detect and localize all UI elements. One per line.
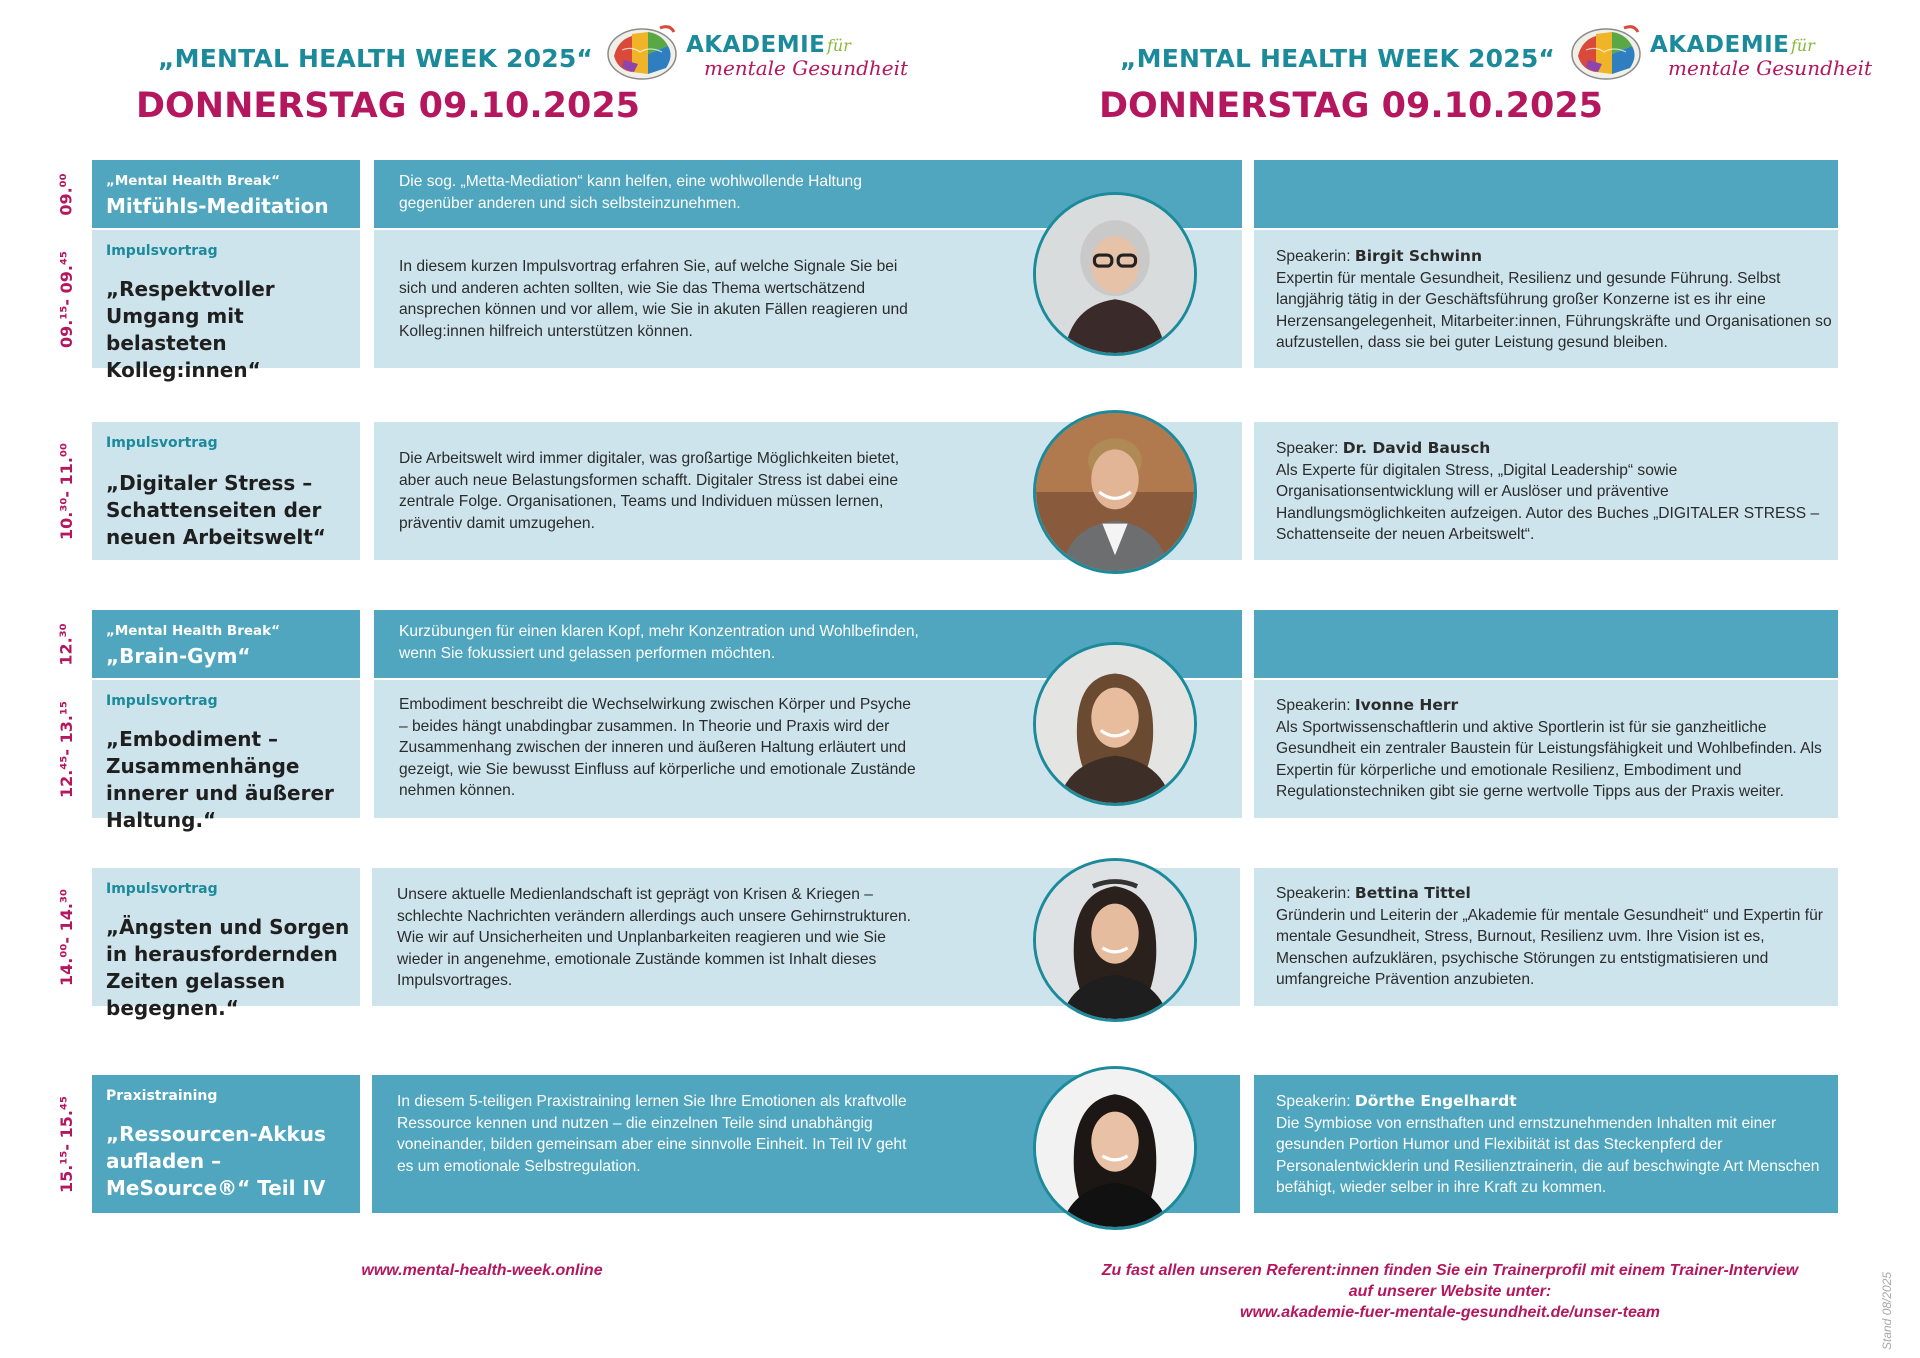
session-title-box	[92, 1075, 360, 1213]
session-kicker: Impulsvortrag	[106, 881, 218, 897]
break-kicker: „Mental Health Break“	[106, 173, 280, 189]
session-kicker: Impulsvortrag	[106, 693, 218, 709]
speaker-photo	[1033, 192, 1197, 356]
speaker-name: Dörthe Engelhardt	[1354, 1092, 1517, 1110]
speaker-role: Speakerin:	[1276, 1093, 1351, 1110]
speaker-portrait-icon	[1036, 861, 1194, 1019]
session-time-text: 10.³⁰- 11.⁰⁰	[56, 442, 76, 540]
footer-trainer-note	[1050, 1260, 1850, 1323]
logo-fuer-text: für	[827, 36, 851, 55]
speaker-info	[1276, 438, 1836, 546]
speaker-portrait-icon	[1036, 1069, 1194, 1227]
session-title: „Ängsten und Sorgen in herausfordernden Zeiten gelassen begegnen.“	[106, 915, 350, 1020]
session-description: Unsere aktuelle Medienlandschaft ist geprägt von Krisen & Kriegen – schlechte Nachrichten verändern allerdings auch unsere Gehirnstrukturen. Wie wir auf Unsicherheiten und Unplanbarkeiten reagieren und wie Sie wieder in angenehme, emotionale Zustände kommen ist Inhalt dieses Impulsvortrages.	[397, 886, 912, 989]
break-kicker: „Mental Health Break“	[106, 623, 280, 639]
speaker-bio: Als Sportwissenschaftlerin und aktive Sportlerin ist für sie ganzheitliche Gesundheit ein zentraler Baustein für Leistungsfähigkeit und Wohlbefinden. Als Expertin für körperliche und emotionale Resilienz, Embodiment und Regulationstechniken gibt sie gerne wertvolle Tipps aus der Praxis weiter.	[1276, 718, 1822, 800]
speaker-portrait-icon	[1036, 195, 1194, 353]
header-date-right: DONNERSTAG 09.10.2025	[1099, 86, 1604, 126]
speaker-info	[1276, 695, 1836, 803]
logo-akademie-text: AKADEMIE	[686, 32, 826, 58]
speaker-name: Bettina Tittel	[1354, 884, 1471, 902]
stand-date: Stand 08/2025	[1880, 1271, 1894, 1350]
speaker-bio: Expertin für mentale Gesundheit, Resilienz und gesunde Führung. Selbst langjährig tätig in der Geschäftsführung großer Konzerne ist es ihr eine Herzensangelegenheit, Mitarbeiter:innen, Führungskräfte und Organisationen so aufzustellen, dass sie bei guter Leistung gesund bleiben.	[1276, 269, 1832, 351]
logo-mental-text: mentale Gesundheit	[1668, 56, 1873, 80]
session-time-label	[46, 680, 86, 818]
session-time-label	[46, 1075, 86, 1213]
speaker-bio: Als Experte für digitalen Stress, „Digital Leadership“ sowie Organisationsentwicklung will er Auslöser und präventive Handlungsmöglichkeiten aufzeigen. Autor des Buches „DIGITALER STRESS – Schattenseite der neuen Arbeitswelt“.	[1276, 461, 1820, 543]
break-description: Die sog. „Metta-Mediation“ kann helfen, eine wohlwollende Haltung gegenüber anderen und sich selbsteinzunehmen.	[399, 173, 862, 212]
speaker-name: Birgit Schwinn	[1354, 247, 1482, 265]
speaker-header-box	[1254, 160, 1838, 228]
session-time-text: 14.⁰⁰- 14.³⁰	[56, 888, 76, 986]
session-time-label	[46, 422, 86, 560]
break-description: Kurzübungen für einen klaren Kopf, mehr Konzentration und Wohlbefinden, wenn Sie fokussiert und gelassen performen möchten.	[399, 623, 919, 662]
break-time-text: 12.³⁰	[56, 622, 76, 666]
logo-mental-text: mentale Gesundheit	[704, 56, 909, 80]
footer-note-line1: Zu fast allen unseren Referent:innen finden Sie ein Trainerprofil mit einem Trainer-Interview	[1101, 1262, 1799, 1279]
break-title: Mitfühls-Meditation	[106, 194, 329, 218]
speaker-info	[1276, 246, 1836, 354]
brain-logo-icon	[604, 20, 682, 84]
speaker-photo	[1033, 642, 1197, 806]
session-title: „Respektvoller Umgang mit belasteten Kolleg:innen“	[106, 277, 275, 382]
session-description: Embodiment beschreibt die Wechselwirkung zwischen Körper und Psyche – beides hängt unabdingbar zusammen. In Theorie und Praxis wird der Zusammenhang zwischen der inneren und äußeren Haltung erläutert und gezeigt, wie Sie bewusst Einfluss auf körperliche und emotionale Zustände nehmen können.	[399, 696, 916, 799]
break-title-box	[92, 610, 360, 678]
speaker-box	[1254, 868, 1838, 1006]
session-kicker: Praxistraining	[106, 1088, 218, 1104]
session-title: „Digitaler Stress – Schattenseiten der neuen Arbeitswelt“	[106, 471, 326, 549]
session-time-text: 15.¹⁵- 15.⁴⁵	[56, 1095, 76, 1193]
speaker-role: Speakerin:	[1276, 885, 1351, 902]
session-title-box	[92, 868, 360, 1020]
session-description: Die Arbeitswelt wird immer digitaler, was großartige Möglichkeiten bietet, aber auch neue Belastungsformen schafft. Digitaler Stress ist dabei eine zentrale Folge. Organisationen, Teams und Individuen müssen lernen, präventiv damit umzugehen.	[399, 450, 900, 532]
session-title-box	[92, 230, 360, 382]
session-title: „Embodiment – Zusammenhänge innerer und äußerer Haltung.“	[106, 727, 334, 832]
break-title-box	[92, 160, 360, 228]
speaker-box	[1254, 422, 1838, 560]
speaker-role: Speakerin:	[1276, 248, 1351, 265]
session-time-text: 09.¹⁵- 09.⁴⁵	[56, 250, 76, 348]
akademie-logo-right	[1568, 20, 1873, 90]
brain-logo-icon	[1568, 20, 1646, 84]
session-time-label	[46, 230, 86, 368]
speaker-bio: Gründerin und Leiterin der „Akademie für mentale Gesundheit“ und Expertin für mentale Gesundheit, Stress, Burnout, Resilienz uvm. Ihre Vision ist es, Menschen aufzuklären, psychische Störungen zu entstigmatisieren und umfangreiche Prävention anzubieten.	[1276, 906, 1823, 988]
speaker-portrait-icon	[1036, 413, 1194, 571]
speaker-bio: Die Symbiose von ernsthaften und ernstzunehmenden Inhalten mit einer gesunden Portion Humor und Flexibiität ist das Steckenpferd der Personalentwicklerin und Resilienztrainerin, die auf beschwingte Art Menschen befähigt, wieder selber in ihre Kraft zu kommen.	[1276, 1114, 1820, 1196]
footer-note-line2: auf unserer Website unter:	[1348, 1283, 1552, 1300]
session-title-box	[92, 422, 360, 560]
session-title-box	[92, 680, 360, 832]
session-description: In diesem 5-teiligen Praxistraining lernen Sie Ihre Emotionen als kraftvolle Ressource kennen und nutzen – die einzelnen Teile sind unabhängig voneinander, bilden gemeinsam aber eine sinnvolle Einheit. In Teil IV geht es um emotionale Selbstregulation.	[397, 1093, 907, 1175]
header-title-left: „MENTAL HEALTH WEEK 2025“	[158, 44, 594, 73]
speaker-header-box	[1254, 610, 1838, 678]
session-kicker: Impulsvortrag	[106, 243, 218, 259]
break-time-label	[46, 610, 86, 678]
footer-website-link[interactable]: www.mental-health-week.online	[361, 1262, 603, 1279]
session-time-label	[46, 868, 86, 1006]
akademie-logo-left	[604, 20, 909, 90]
logo-fuer-text: für	[1791, 36, 1815, 55]
speaker-portrait-icon	[1036, 645, 1194, 803]
logo-akademie-text: AKADEMIE	[1650, 32, 1790, 58]
speaker-photo	[1033, 858, 1197, 1022]
speaker-role: Speaker:	[1276, 440, 1339, 457]
speaker-role: Speakerin:	[1276, 697, 1351, 714]
speaker-name: Ivonne Herr	[1354, 696, 1459, 714]
break-time-label	[46, 160, 86, 228]
speaker-box	[1254, 230, 1838, 368]
speaker-box	[1254, 680, 1838, 818]
break-title: „Brain-Gym“	[106, 644, 251, 668]
session-description: In diesem kurzen Impulsvortrag erfahren Sie, auf welche Signale Sie bei sich und anderen achten sollten, wie Sie das Thema wertschätzend ansprechen können und vor allem, wie Sie in akuten Fällen reagieren und Kolleg:innen hilfreich unterstützen können.	[399, 258, 908, 340]
break-time-text: 09.⁰⁰	[56, 172, 76, 216]
speaker-box	[1254, 1075, 1838, 1213]
header-title-right: „MENTAL HEALTH WEEK 2025“	[1120, 44, 1556, 73]
session-time-text: 12.⁴⁵- 13.¹⁵	[56, 700, 76, 798]
footer-team-link[interactable]: www.akademie-fuer-mentale-gesundheit.de/unser-team	[1240, 1304, 1660, 1321]
speaker-photo	[1033, 1066, 1197, 1230]
speaker-info	[1276, 1091, 1836, 1199]
header-date-left: DONNERSTAG 09.10.2025	[136, 86, 641, 126]
session-kicker: Impulsvortrag	[106, 435, 218, 451]
session-title: „Ressourcen-Akkus aufladen – MeSource®“ Teil IV	[106, 1122, 326, 1200]
speaker-info	[1276, 883, 1836, 991]
speaker-photo	[1033, 410, 1197, 574]
speaker-name: Dr. David Bausch	[1342, 439, 1491, 457]
